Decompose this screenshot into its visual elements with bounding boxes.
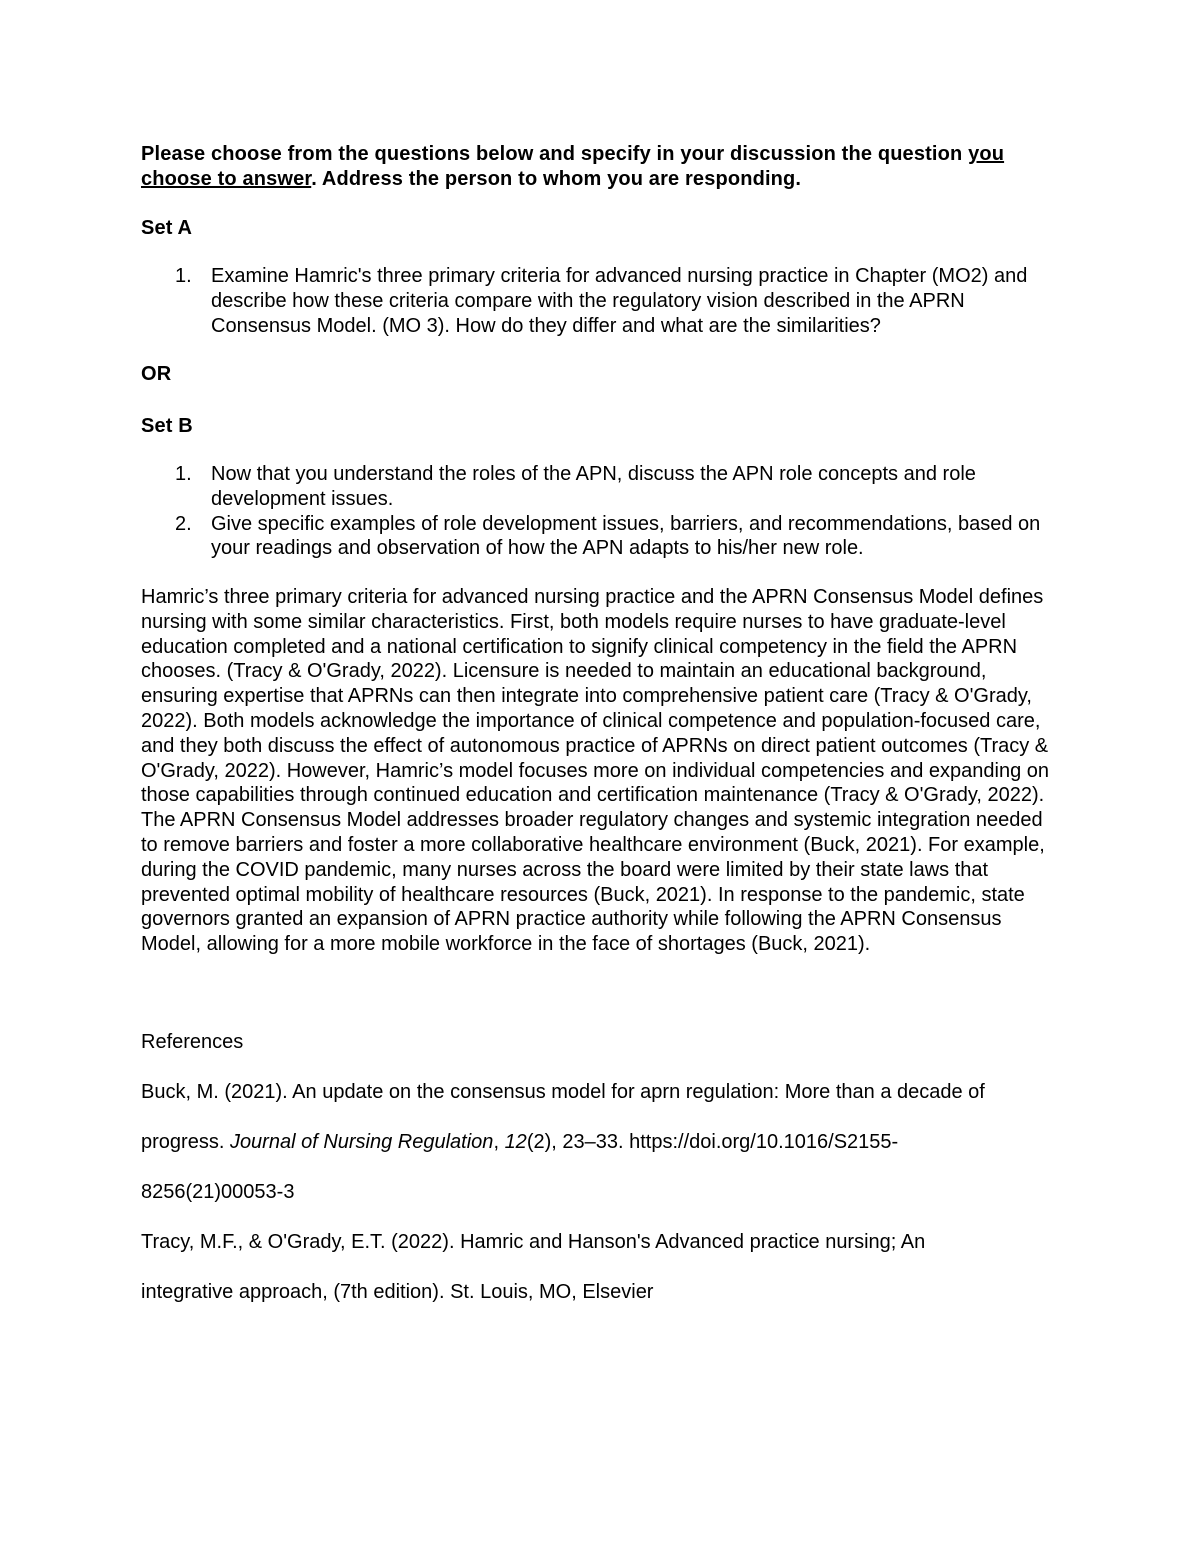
- set-a-list: [141, 264, 1064, 338]
- set-b-heading: Set B: [141, 415, 193, 437]
- set-b-list: [141, 462, 1064, 561]
- list-number: 1.: [175, 463, 192, 485]
- or-label: OR: [141, 363, 172, 385]
- list-item: [141, 512, 1064, 562]
- reference-comma: ,: [493, 1131, 505, 1153]
- instructions: [141, 142, 1064, 192]
- references-section: [141, 1017, 1064, 1317]
- reference-tracy-line-2: integrative approach, (7th edition). St. Louis, MO, Elsevier: [141, 1281, 654, 1303]
- list-number: 1.: [175, 265, 192, 287]
- list-item: [141, 462, 1064, 512]
- references-heading: References: [141, 1031, 244, 1053]
- question-text: Examine Hamric's three primary criteria for advanced nursing practice in Chapter (MO2) and describe how these criteria compare with the regulatory vision described in the APRN Consensus Model. (MO 3). How do they differ and what are the similarities?: [211, 265, 1028, 337]
- set-a-heading: Set A: [141, 217, 193, 239]
- reference-buck-line-1: Buck, M. (2021). An update on the consensus model for aprn regulation: More than a decade of: [141, 1081, 985, 1103]
- reference-journal: Journal of Nursing Regulation: [229, 1131, 494, 1153]
- reference-tracy-line-1: Tracy, M.F., & O'Grady, E.T. (2022). Hamric and Hanson's Advanced practice nursing; An: [141, 1231, 926, 1253]
- instructions-text: Please choose from the questions below and specify in your discussion the question: [141, 143, 969, 165]
- reference-buck-pre: progress.: [141, 1131, 230, 1153]
- reference-buck-line-2: [141, 1117, 1064, 1167]
- instructions-underlined: you choose to answer: [141, 143, 1005, 190]
- question-text: Give specific examples of role development issues, barriers, and recommendations, based on your readings and observation of how the APN adapts to his/her new role.: [211, 512, 1041, 560]
- question-text: Now that you understand the roles of the APN, discuss the APN role concepts and role development issues.: [211, 463, 976, 510]
- response-paragraph: Hamric’s three primary criteria for advanced nursing practice and the APRN Consensus Model defines nursing with some similar characteristics. First, both models require nurses to have graduate-level education completed and a national certification to signify clinical competency in the field the APRN chooses. (Tracy & O'Grady, 2022). Licensure is needed to maintain an educational background, ensuring expertise that APRNs can then integrate into comprehensive patient care (Tracy & O'Grady, 2022). Both models acknowledge the importance of clinical competence and population-focused care, and they both discuss the effect of autonomous practice of APRNs on direct patient outcomes (Tracy & O'Grady, 2022). However, Hamric’s model focuses more on individual competencies and expanding on those capabilities through continued education and certification maintenance (Tracy & O'Grady, 2022). The APRN Consensus Model addresses broader regulatory changes and systemic integration needed to remove barriers and foster a more collaborative healthcare environment (Buck, 2021). For example, during the COVID pandemic, many nurses across the board were limited by their state laws that prevented optimal mobility of healthcare resources (Buck, 2021). In response to the pandemic, state governors granted an expansion of APRN practice authority while following the APRN Consensus Model, allowing for a more mobile workforce in the face of shortages (Buck, 2021).: [141, 586, 1049, 956]
- reference-volume: 12: [504, 1131, 527, 1153]
- list-item: [141, 264, 1064, 338]
- instructions-text-end: . Address the person to whom you are responding.: [311, 167, 802, 190]
- reference-buck-rest: (2), 23–33. https://doi.org/10.1016/S2155-: [526, 1131, 899, 1153]
- reference-buck-line-3: 8256(21)00053-3: [141, 1181, 295, 1203]
- list-number: 2.: [175, 512, 192, 535]
